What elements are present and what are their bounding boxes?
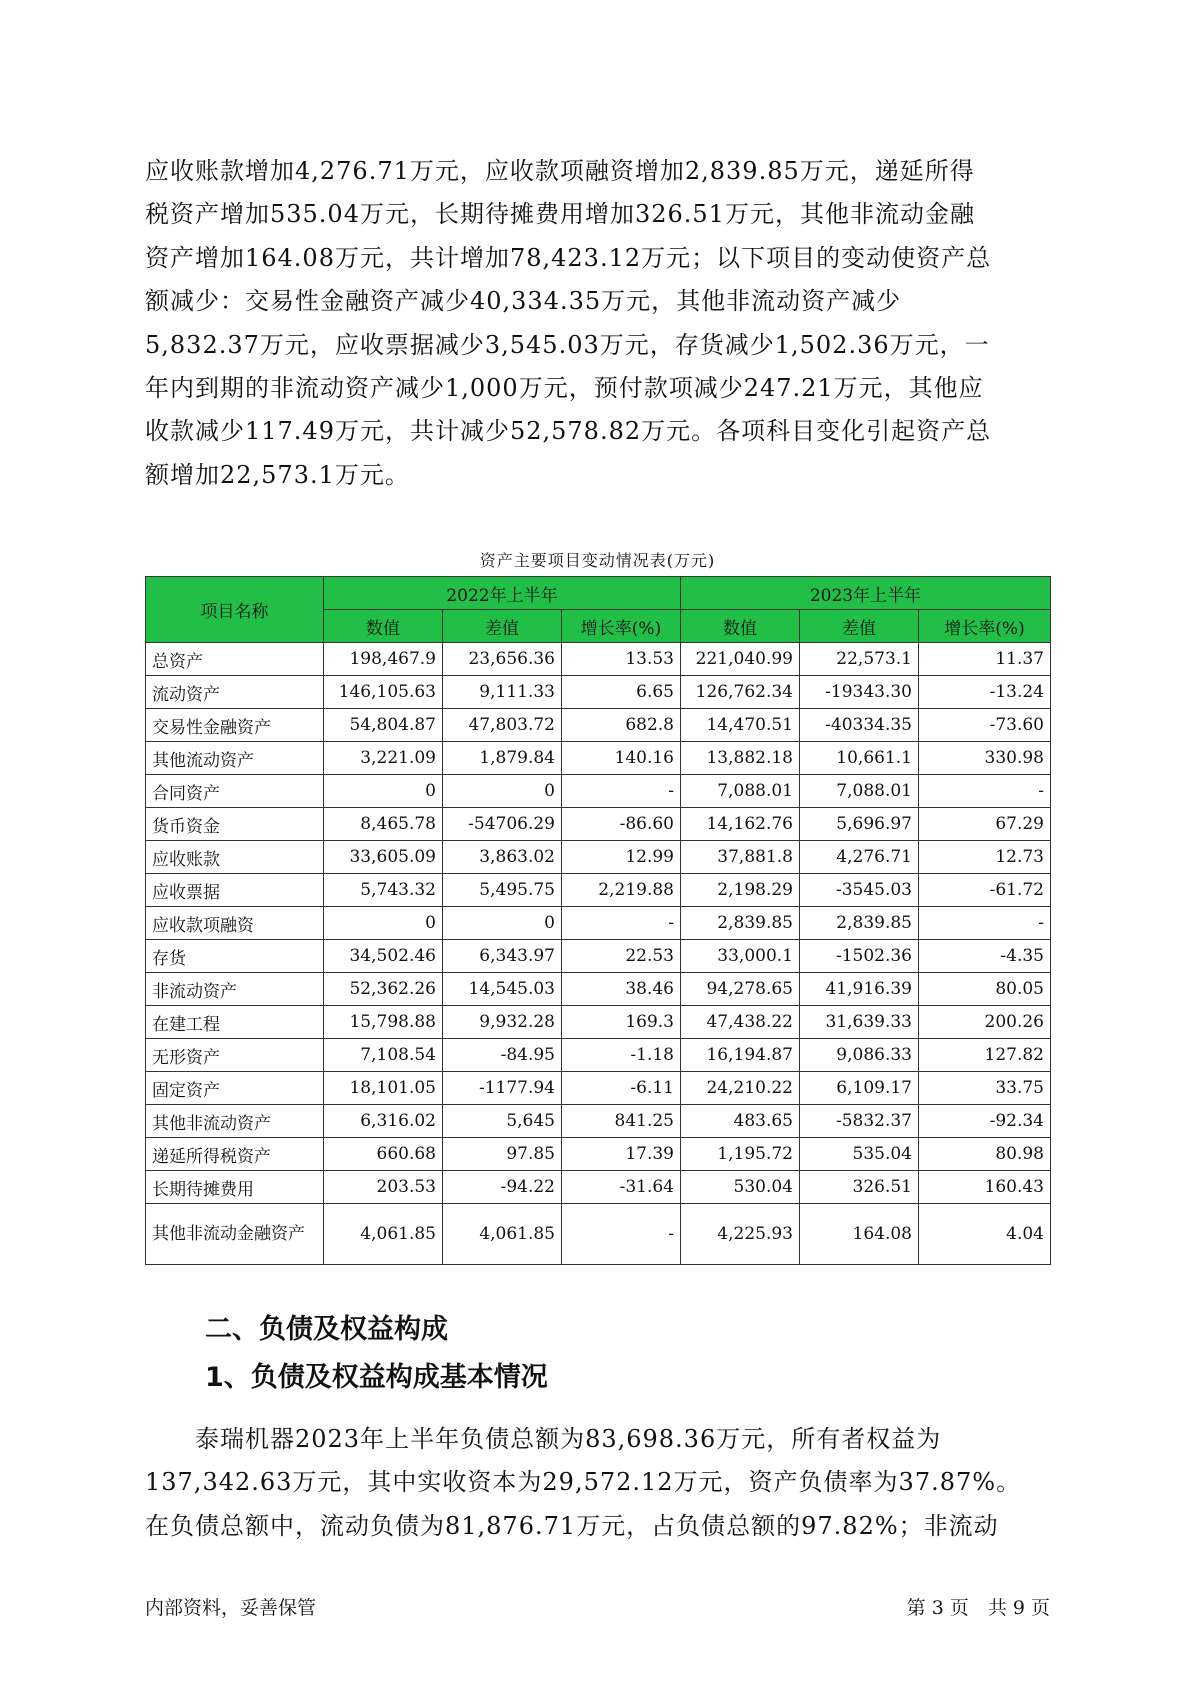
diff-2023-cell: -1502.36 bbox=[800, 940, 919, 973]
diff-2023-cell: 7,088.01 bbox=[800, 775, 919, 808]
diff-2023-cell: 2,839.85 bbox=[800, 907, 919, 940]
row-name-cell: 其他非流动金融资产 bbox=[146, 1204, 324, 1265]
value-2022-cell: 4,061.85 bbox=[324, 1204, 443, 1265]
value-2023-cell: 483.65 bbox=[681, 1105, 800, 1138]
value-2023-cell: 221,040.99 bbox=[681, 643, 800, 676]
diff-2023-cell: 6,109.17 bbox=[800, 1072, 919, 1105]
value-2023-cell: 16,194.87 bbox=[681, 1039, 800, 1072]
header-growth-2023: 增长率(%) bbox=[919, 610, 1051, 643]
header-diff-2023: 差值 bbox=[800, 610, 919, 643]
diff-2023-cell: 22,573.1 bbox=[800, 643, 919, 676]
diff-2022-cell: 0 bbox=[443, 775, 562, 808]
row-name-cell: 其他流动资产 bbox=[146, 742, 324, 775]
growth-2023-cell: -73.60 bbox=[919, 709, 1051, 742]
table-row bbox=[146, 841, 1051, 874]
value-2023-cell: 2,198.29 bbox=[681, 874, 800, 907]
growth-2023-cell: 80.98 bbox=[919, 1138, 1051, 1171]
value-2022-cell: 52,362.26 bbox=[324, 973, 443, 1006]
value-2022-cell: 0 bbox=[324, 907, 443, 940]
table-row bbox=[146, 1138, 1051, 1171]
diff-2023-cell: -3545.03 bbox=[800, 874, 919, 907]
growth-2023-cell: 127.82 bbox=[919, 1039, 1051, 1072]
diff-2022-cell: 14,545.03 bbox=[443, 973, 562, 1006]
value-2023-cell: 94,278.65 bbox=[681, 973, 800, 1006]
row-name-cell: 流动资产 bbox=[146, 676, 324, 709]
diff-2022-cell: 6,343.97 bbox=[443, 940, 562, 973]
value-2022-cell: 0 bbox=[324, 775, 443, 808]
value-2022-cell: 203.53 bbox=[324, 1171, 443, 1204]
table-row bbox=[146, 775, 1051, 808]
diff-2023-cell: 9,086.33 bbox=[800, 1039, 919, 1072]
growth-2023-cell: -61.72 bbox=[919, 874, 1051, 907]
growth-2022-cell: - bbox=[562, 1204, 681, 1265]
growth-2022-cell: 6.65 bbox=[562, 676, 681, 709]
diff-2023-cell: -5832.37 bbox=[800, 1105, 919, 1138]
diff-2023-cell: -40334.35 bbox=[800, 709, 919, 742]
row-name-cell: 货币资金 bbox=[146, 808, 324, 841]
row-name-cell: 应收账款 bbox=[146, 841, 324, 874]
diff-2023-cell: 535.04 bbox=[800, 1138, 919, 1171]
growth-2023-cell: 80.05 bbox=[919, 973, 1051, 1006]
value-2022-cell: 8,465.78 bbox=[324, 808, 443, 841]
asset-change-table bbox=[145, 576, 1051, 1265]
growth-2023-cell: - bbox=[919, 775, 1051, 808]
diff-2022-cell: 5,645 bbox=[443, 1105, 562, 1138]
row-name-cell: 其他非流动资产 bbox=[146, 1105, 324, 1138]
value-2022-cell: 3,221.09 bbox=[324, 742, 443, 775]
text-line: 137,342.63万元，其中实收资本为29,572.12万元，资产负债率为37.87%。 bbox=[145, 1468, 1022, 1497]
value-2023-cell: 7,088.01 bbox=[681, 775, 800, 808]
growth-2022-cell: 17.39 bbox=[562, 1138, 681, 1171]
text-line: 额减少：交易性金融资产减少40,334.35万元，其他非流动资产减少 bbox=[145, 287, 902, 316]
growth-2022-cell: -86.60 bbox=[562, 808, 681, 841]
growth-2022-cell: - bbox=[562, 775, 681, 808]
value-2023-cell: 24,210.22 bbox=[681, 1072, 800, 1105]
row-name-cell: 应收票据 bbox=[146, 874, 324, 907]
header-value-2023: 数值 bbox=[681, 610, 800, 643]
value-2022-cell: 5,743.32 bbox=[324, 874, 443, 907]
value-2022-cell: 34,502.46 bbox=[324, 940, 443, 973]
value-2022-cell: 54,804.87 bbox=[324, 709, 443, 742]
text-line: 在负债总额中，流动负债为81,876.71万元，占负债总额的97.82%；非流动 bbox=[145, 1511, 999, 1540]
value-2023-cell: 126,762.34 bbox=[681, 676, 800, 709]
value-2022-cell: 198,467.9 bbox=[324, 643, 443, 676]
growth-2023-cell: 200.26 bbox=[919, 1006, 1051, 1039]
value-2023-cell: 2,839.85 bbox=[681, 907, 800, 940]
table-row bbox=[146, 808, 1051, 841]
table-row bbox=[146, 1039, 1051, 1072]
growth-2022-cell: -1.18 bbox=[562, 1039, 681, 1072]
text-line: 应收账款增加4,276.71万元，应收款项融资增加2,839.85万元，递延所得 bbox=[145, 157, 975, 185]
diff-2023-cell: 10,661.1 bbox=[800, 742, 919, 775]
header-value-2022: 数值 bbox=[324, 610, 443, 643]
row-name-cell: 无形资产 bbox=[146, 1039, 324, 1072]
subsection-heading: 1、负债及权益构成基本情况 bbox=[205, 1362, 548, 1393]
growth-2022-cell: 38.46 bbox=[562, 973, 681, 1006]
text-line: 收款减少117.49万元，共计减少52,578.82万元。各项科目变化引起资产总 bbox=[145, 417, 992, 446]
value-2022-cell: 660.68 bbox=[324, 1138, 443, 1171]
row-name-cell: 长期待摊费用 bbox=[146, 1171, 324, 1204]
table-row bbox=[146, 742, 1051, 775]
growth-2023-cell: 160.43 bbox=[919, 1171, 1051, 1204]
diff-2023-cell: 4,276.71 bbox=[800, 841, 919, 874]
table-row bbox=[146, 973, 1051, 1006]
growth-2023-cell: - bbox=[919, 907, 1051, 940]
value-2023-cell: 14,162.76 bbox=[681, 808, 800, 841]
growth-2022-cell: 2,219.88 bbox=[562, 874, 681, 907]
row-name-cell: 递延所得税资产 bbox=[146, 1138, 324, 1171]
growth-2023-cell: 11.37 bbox=[919, 643, 1051, 676]
growth-2022-cell: 12.99 bbox=[562, 841, 681, 874]
header-group-2023: 2023年上半年 bbox=[681, 577, 1051, 610]
diff-2022-cell: 9,932.28 bbox=[443, 1006, 562, 1039]
growth-2023-cell: -92.34 bbox=[919, 1105, 1051, 1138]
header-diff-2022: 差值 bbox=[443, 610, 562, 643]
row-name-cell: 非流动资产 bbox=[146, 973, 324, 1006]
table-row bbox=[146, 676, 1051, 709]
growth-2023-cell: -4.35 bbox=[919, 940, 1051, 973]
diff-2023-cell: 41,916.39 bbox=[800, 973, 919, 1006]
diff-2022-cell: -94.22 bbox=[443, 1171, 562, 1204]
diff-2022-cell: -54706.29 bbox=[443, 808, 562, 841]
row-name-cell: 交易性金融资产 bbox=[146, 709, 324, 742]
text-line: 年内到期的非流动资产减少1,000万元，预付款项减少247.21万元，其他应 bbox=[145, 373, 984, 402]
value-2022-cell: 7,108.54 bbox=[324, 1039, 443, 1072]
growth-2023-cell: 67.29 bbox=[919, 808, 1051, 841]
table-row bbox=[146, 1105, 1051, 1138]
growth-2022-cell: 13.53 bbox=[562, 643, 681, 676]
paragraph-assets-change bbox=[145, 150, 1045, 497]
header-group-2022: 2022年上半年 bbox=[324, 577, 681, 610]
table-caption: 资产主要项目变动情况表(万元) bbox=[479, 551, 716, 570]
row-name-cell: 存货 bbox=[146, 940, 324, 973]
growth-2023-cell: 330.98 bbox=[919, 742, 1051, 775]
footer-page-number: 第 3 页 共 9 页 bbox=[906, 1597, 1050, 1619]
header-growth-2022: 增长率(%) bbox=[562, 610, 681, 643]
footer-confidential-note: 内部资料，妥善保管 bbox=[145, 1597, 317, 1619]
table-row bbox=[146, 940, 1051, 973]
value-2022-cell: 33,605.09 bbox=[324, 841, 443, 874]
diff-2023-cell: 31,639.33 bbox=[800, 1006, 919, 1039]
table-row bbox=[146, 1006, 1051, 1039]
diff-2022-cell: 97.85 bbox=[443, 1138, 562, 1171]
diff-2023-cell: 164.08 bbox=[800, 1204, 919, 1265]
header-item-name: 项目名称 bbox=[146, 577, 324, 643]
diff-2022-cell: 5,495.75 bbox=[443, 874, 562, 907]
growth-2022-cell: 22.53 bbox=[562, 940, 681, 973]
row-name-cell: 合同资产 bbox=[146, 775, 324, 808]
table-row bbox=[146, 907, 1051, 940]
table-row bbox=[146, 1072, 1051, 1105]
table-row bbox=[146, 1171, 1051, 1204]
table-row bbox=[146, 874, 1051, 907]
diff-2023-cell: -19343.30 bbox=[800, 676, 919, 709]
diff-2022-cell: 1,879.84 bbox=[443, 742, 562, 775]
growth-2022-cell: - bbox=[562, 907, 681, 940]
row-name-cell: 应收款项融资 bbox=[146, 907, 324, 940]
value-2023-cell: 530.04 bbox=[681, 1171, 800, 1204]
growth-2023-cell: 4.04 bbox=[919, 1204, 1051, 1265]
diff-2022-cell: 0 bbox=[443, 907, 562, 940]
text-line: 额增加22,573.1万元。 bbox=[145, 460, 410, 489]
growth-2022-cell: 682.8 bbox=[562, 709, 681, 742]
text-line: 税资产增加535.04万元，长期待摊费用增加326.51万元，其他非流动金融 bbox=[145, 200, 975, 229]
value-2023-cell: 14,470.51 bbox=[681, 709, 800, 742]
row-name-cell: 在建工程 bbox=[146, 1006, 324, 1039]
table-body bbox=[146, 643, 1051, 1265]
value-2022-cell: 15,798.88 bbox=[324, 1006, 443, 1039]
growth-2022-cell: 140.16 bbox=[562, 742, 681, 775]
table-row bbox=[146, 709, 1051, 742]
value-2023-cell: 4,225.93 bbox=[681, 1204, 800, 1265]
text-line: 5,832.37万元，应收票据减少3,545.03万元，存货减少1,502.36万元，一 bbox=[145, 330, 990, 359]
growth-2023-cell: 12.73 bbox=[919, 841, 1051, 874]
table-row bbox=[146, 643, 1051, 676]
growth-2023-cell: 33.75 bbox=[919, 1072, 1051, 1105]
diff-2022-cell: -1177.94 bbox=[443, 1072, 562, 1105]
section-heading: 二、负债及权益构成 bbox=[205, 1314, 448, 1345]
diff-2022-cell: 9,111.33 bbox=[443, 676, 562, 709]
row-name-cell: 总资产 bbox=[146, 643, 324, 676]
value-2022-cell: 18,101.05 bbox=[324, 1072, 443, 1105]
growth-2022-cell: 841.25 bbox=[562, 1105, 681, 1138]
paragraph-liabilities bbox=[145, 1418, 1045, 1548]
value-2022-cell: 146,105.63 bbox=[324, 676, 443, 709]
growth-2022-cell: -6.11 bbox=[562, 1072, 681, 1105]
diff-2022-cell: -84.95 bbox=[443, 1039, 562, 1072]
value-2023-cell: 37,881.8 bbox=[681, 841, 800, 874]
diff-2023-cell: 5,696.97 bbox=[800, 808, 919, 841]
text-line: 资产增加164.08万元，共计增加78,423.12万元；以下项目的变动使资产总 bbox=[145, 243, 992, 272]
growth-2022-cell: 169.3 bbox=[562, 1006, 681, 1039]
value-2023-cell: 1,195.72 bbox=[681, 1138, 800, 1171]
table-row bbox=[146, 1204, 1051, 1265]
value-2023-cell: 13,882.18 bbox=[681, 742, 800, 775]
growth-2022-cell: -31.64 bbox=[562, 1171, 681, 1204]
growth-2023-cell: -13.24 bbox=[919, 676, 1051, 709]
value-2023-cell: 47,438.22 bbox=[681, 1006, 800, 1039]
value-2022-cell: 6,316.02 bbox=[324, 1105, 443, 1138]
diff-2022-cell: 23,656.36 bbox=[443, 643, 562, 676]
diff-2022-cell: 3,863.02 bbox=[443, 841, 562, 874]
diff-2023-cell: 326.51 bbox=[800, 1171, 919, 1204]
diff-2022-cell: 47,803.72 bbox=[443, 709, 562, 742]
text-line: 泰瑞机器2023年上半年负债总额为83,698.36万元，所有者权益为 bbox=[145, 1425, 942, 1453]
row-name-cell: 固定资产 bbox=[146, 1072, 324, 1105]
value-2023-cell: 33,000.1 bbox=[681, 940, 800, 973]
diff-2022-cell: 4,061.85 bbox=[443, 1204, 562, 1265]
